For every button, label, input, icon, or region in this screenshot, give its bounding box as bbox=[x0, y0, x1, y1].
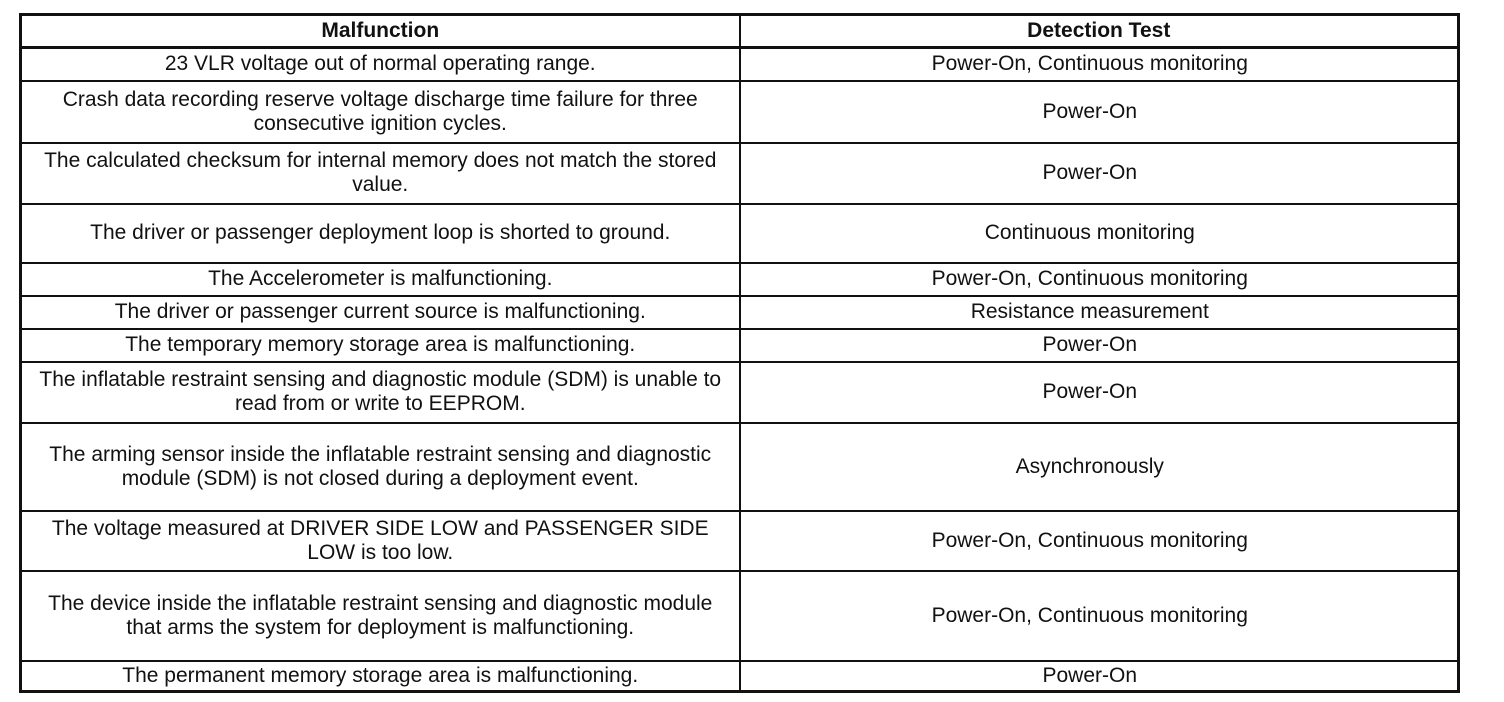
detection-test-cell: Continuous monitoring bbox=[740, 204, 1459, 263]
table-row bbox=[21, 296, 1459, 329]
malfunction-cell: The temporary memory storage area is malfunctioning. bbox=[21, 329, 740, 362]
detection-test-cell: Power-On bbox=[740, 661, 1459, 692]
detection-test-cell: Asynchronously bbox=[740, 423, 1459, 511]
detection-test-cell: Power-On bbox=[740, 329, 1459, 362]
detection-test-cell: Power-On, Continuous monitoring bbox=[740, 263, 1459, 296]
malfunction-cell: The calculated checksum for internal memory does not match the stored value. bbox=[21, 143, 740, 204]
malfunction-cell: The Accelerometer is malfunctioning. bbox=[21, 263, 740, 296]
table-row bbox=[21, 143, 1459, 204]
table-row bbox=[21, 423, 1459, 511]
table-row bbox=[21, 48, 1459, 81]
table-row bbox=[21, 661, 1459, 692]
malfunction-cell: The permanent memory storage area is malfunctioning. bbox=[21, 661, 740, 692]
malfunction-cell: The driver or passenger deployment loop is shorted to ground. bbox=[21, 204, 740, 263]
detection-test-cell: Power-On, Continuous monitoring bbox=[740, 511, 1459, 571]
table-row bbox=[21, 571, 1459, 661]
table-row bbox=[21, 263, 1459, 296]
detection-test-cell: Power-On bbox=[740, 362, 1459, 423]
malfunction-cell: The voltage measured at DRIVER SIDE LOW and PASSENGER SIDE LOW is too low. bbox=[21, 511, 740, 571]
malfunction-cell: The device inside the inflatable restraint sensing and diagnostic module that arms the system for deployment is malfunctioning. bbox=[21, 571, 740, 661]
detection-test-column-header: Detection Test bbox=[740, 15, 1459, 48]
table-header-row bbox=[21, 15, 1459, 48]
detection-test-cell: Power-On bbox=[740, 143, 1459, 204]
table-row bbox=[21, 204, 1459, 263]
table-row bbox=[21, 81, 1459, 143]
table-row bbox=[21, 362, 1459, 423]
malfunction-column-header: Malfunction bbox=[21, 15, 740, 48]
detection-test-cell: Resistance measurement bbox=[740, 296, 1459, 329]
table-row bbox=[21, 329, 1459, 362]
malfunction-cell: The inflatable restraint sensing and diagnostic module (SDM) is unable to read from or write to EEPROM. bbox=[21, 362, 740, 423]
table-row bbox=[21, 511, 1459, 571]
malfunction-cell: Crash data recording reserve voltage discharge time failure for three consecutive ignition cycles. bbox=[21, 81, 740, 143]
detection-test-cell: Power-On, Continuous monitoring bbox=[740, 48, 1459, 81]
malfunction-cell: The driver or passenger current source is malfunctioning. bbox=[21, 296, 740, 329]
malfunction-cell: 23 VLR voltage out of normal operating range. bbox=[21, 48, 740, 81]
malfunction-detection-table bbox=[19, 13, 1460, 693]
detection-test-cell: Power-On bbox=[740, 81, 1459, 143]
malfunction-cell: The arming sensor inside the inflatable restraint sensing and diagnostic module (SDM) is not closed during a deployment event. bbox=[21, 423, 740, 511]
detection-test-cell: Power-On, Continuous monitoring bbox=[740, 571, 1459, 661]
